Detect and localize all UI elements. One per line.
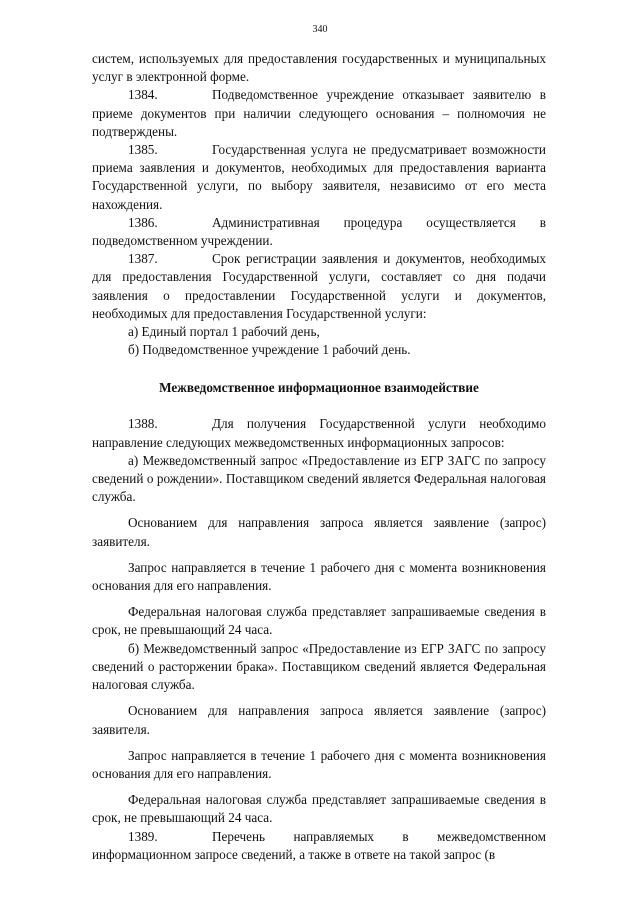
list-item-b: б) Межведомственный запрос «Предоставление из ЕГР ЗАГС по запросу сведений о расторжении брака». Поставщиком сведений является Федеральная налоговая служба. — [92, 640, 546, 693]
paragraph-text: Срок регистрации заявления и документов, необходимых для предоставления Государственной услуги, составляет со дня подачи заявления о предоставлении Государственной услуги и документов, необходимых для предоставления Государственной услуги: — [92, 251, 546, 321]
numbered-paragraph-1384 — [92, 86, 546, 141]
paragraph: систем, используемых для предоставления государственных и муниципальных услуг в электронной форме. — [92, 51, 546, 85]
section-heading: Межведомственное информационное взаимодействие — [159, 380, 479, 396]
list-item-a: а) Единый портал 1 рабочий день, — [128, 324, 320, 340]
paragraph-number: 1385. — [128, 142, 158, 158]
page-number: 340 — [312, 24, 328, 35]
list-item-b: б) Подведомственное учреждение 1 рабочий день. — [128, 342, 411, 358]
paragraph-number: 1388. — [128, 416, 158, 432]
paragraph: Основанием для направления запроса является заявление (запрос) заявителя. — [92, 703, 546, 737]
paragraph-text: Административная процедура осуществляется в подведомственном учреждении. — [92, 214, 546, 249]
paragraph-text: Для получения Государственной услуги необходимо направление следующих межведомственных информационных запросов: — [92, 416, 546, 450]
paragraph: Федеральная налоговая служба представляет запрашиваемые сведения в срок, не превышающий 24 часа. — [92, 604, 546, 638]
document-body — [92, 50, 546, 864]
paragraph: Запрос направляется в течение 1 рабочего дня с момента возникновения основания для его направления. — [92, 559, 546, 594]
numbered-paragraph-1389 — [92, 828, 546, 864]
numbered-paragraph-1386 — [92, 214, 546, 250]
list-item-a: а) Межведомственный запрос «Предоставление из ЕГР ЗАГС по запросу сведений о рождении». Поставщиком сведений является Федеральная налоговая служба. — [92, 452, 546, 505]
paragraph-number: 1387. — [128, 251, 158, 267]
paragraph-number: 1386. — [128, 214, 158, 230]
paragraph-number: 1384. — [128, 87, 158, 103]
paragraph-number: 1389. — [128, 828, 158, 844]
paragraph: Федеральная налоговая служба представляет запрашиваемые сведения в срок, не превышающий 24 часа. — [92, 792, 546, 826]
numbered-paragraph-1388 — [92, 415, 546, 451]
paragraph-text: Подведомственное учреждение отказывает заявителю в приеме документов при наличии следующего основания – полномочия не подтверждены. — [92, 87, 546, 139]
numbered-paragraph-1385 — [92, 141, 546, 214]
numbered-paragraph-1387 — [92, 250, 546, 323]
paragraph: Основанием для направления запроса является заявление (запрос) заявителя. — [92, 515, 546, 549]
paragraph: Запрос направляется в течение 1 рабочего дня с момента возникновения основания для его направления. — [92, 747, 546, 781]
paragraph-text: Государственная услуга не предусматривает возможности приема заявления и документов, необходимых для предоставления варианта Государственной услуги, по выбору заявителя, независимо от его места нахождения. — [92, 142, 546, 212]
paragraph-text: Перечень направляемых в межведомственном информационном запросе сведений, а также в ответе на такой запрос (в — [92, 828, 546, 862]
